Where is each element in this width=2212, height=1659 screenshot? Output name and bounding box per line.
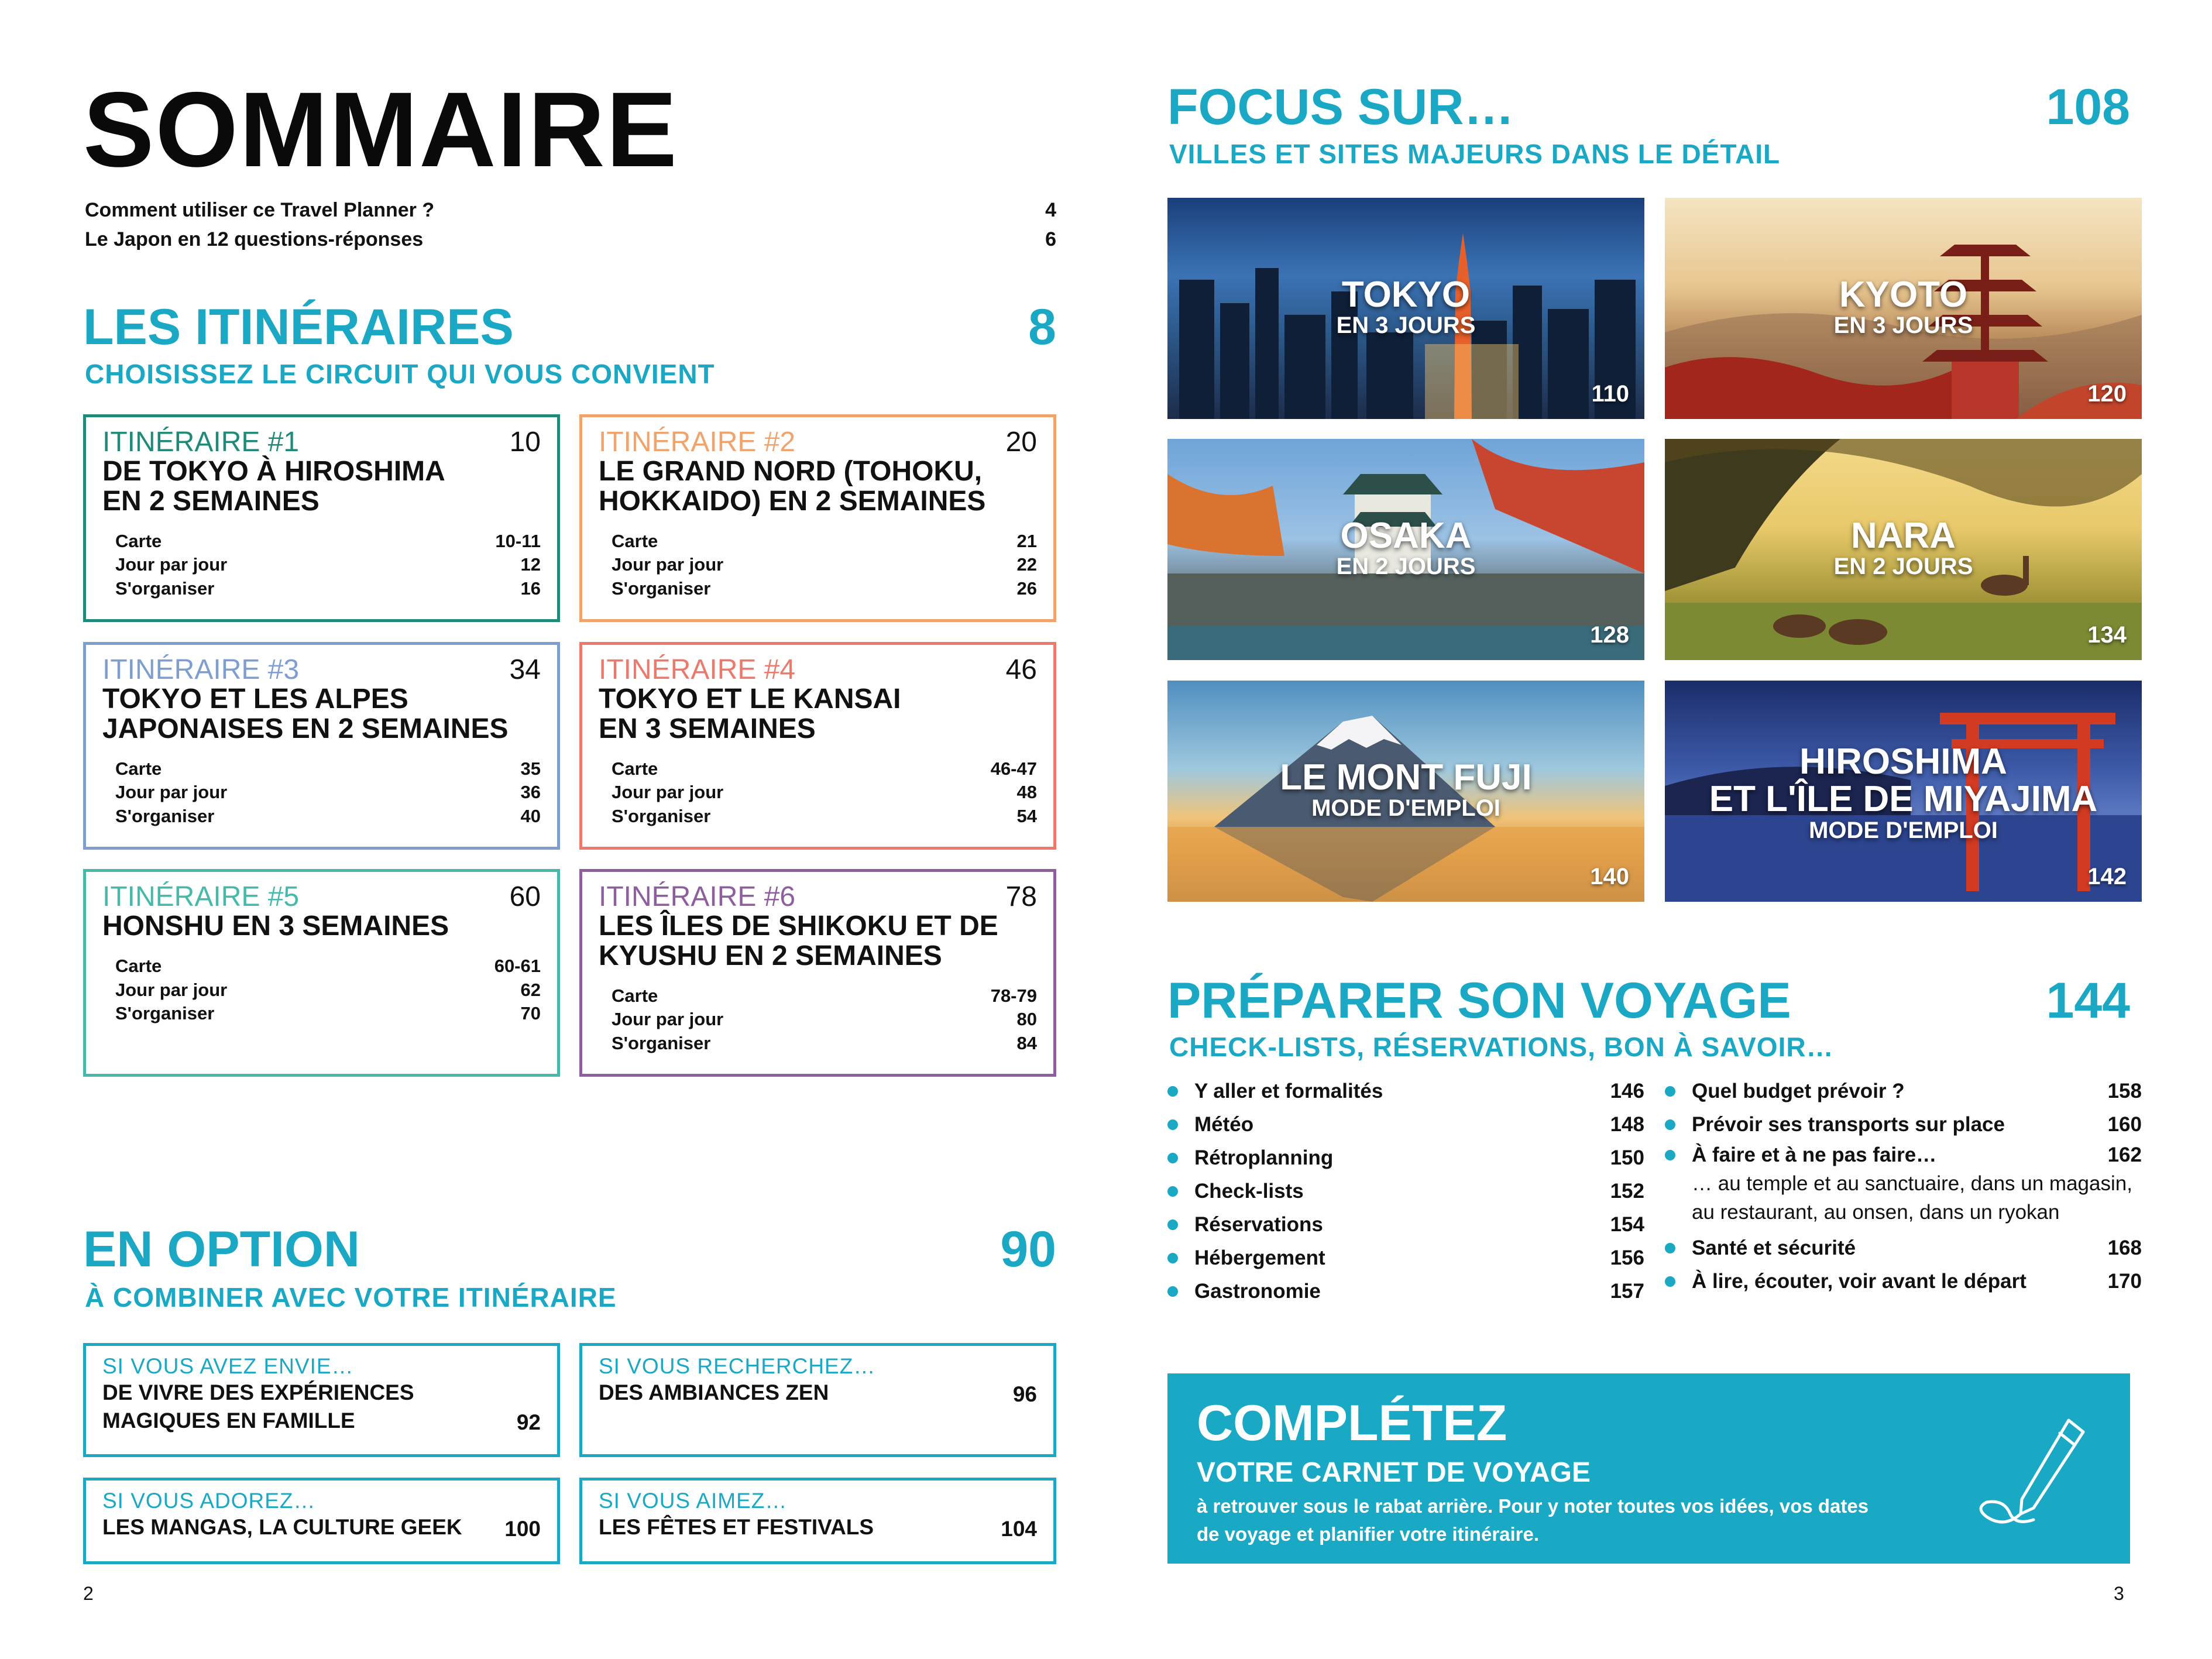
itinerary-row-label: S'organiser — [612, 578, 711, 599]
bullet-icon — [1665, 1150, 1675, 1160]
card-name: NARA — [1850, 516, 1956, 556]
itinerary-row-label: Carte — [115, 758, 162, 779]
itinerary-row-page: 48 — [1016, 782, 1037, 803]
itinerary-row-page: 36 — [520, 782, 541, 803]
intro-label: Comment utiliser ce Travel Planner ? — [85, 199, 435, 221]
prep-item-label: Météo — [1194, 1112, 1254, 1136]
card-hiroshima[interactable] — [1665, 681, 2142, 902]
itinerary-row-label: Jour par jour — [115, 782, 228, 803]
itinerary-row-label: Jour par jour — [115, 979, 228, 1000]
itineraires-subtitle: CHOISISSEZ LE CIRCUIT QUI VOUS CONVIENT — [85, 359, 715, 389]
itinerary-page: 60 — [509, 881, 541, 912]
option-kicker: SI VOUS AVEZ ENVIE… — [102, 1354, 354, 1378]
itinerary-label: ITINÉRAIRE #6 — [599, 881, 796, 912]
prep-item-label: Rétroplanning — [1194, 1146, 1334, 1169]
itinerary-title-line2: HOKKAIDO) EN 2 SEMAINES — [599, 486, 986, 517]
itinerary-page: 20 — [1005, 427, 1037, 458]
itinerary-label: ITINÉRAIRE #3 — [102, 654, 300, 685]
itinerary-row-label: S'organiser — [115, 1002, 215, 1023]
prep-item-page: 170 — [2107, 1269, 2142, 1293]
card-name: LE MONT FUJI — [1280, 757, 1532, 798]
prep-page: 144 — [2046, 973, 2130, 1029]
itinerary-title-line2: EN 3 SEMAINES — [599, 713, 816, 745]
card-subtitle: EN 3 JOURS — [1833, 312, 1973, 338]
option-line: LES FÊTES ET FESTIVALS — [599, 1515, 874, 1539]
option-zen[interactable] — [579, 1343, 1056, 1457]
option-kicker: SI VOUS AIMEZ… — [599, 1489, 788, 1513]
itinerary-title-line1: TOKYO ET LES ALPES — [102, 683, 408, 715]
card-page: 128 — [1590, 622, 1629, 648]
itinerary-rows — [102, 954, 541, 1025]
complete-text: de voyage et planifier votre itinéraire. — [1197, 1523, 1540, 1545]
card-subtitle: MODE D'EMPLOI — [1311, 795, 1500, 821]
prep-item-page: 158 — [2107, 1079, 2142, 1102]
itinerary-row-label: Jour par jour — [612, 782, 724, 803]
prep-item-label: À lire, écouter, voir avant le départ — [1692, 1269, 2026, 1293]
option-line: DE VIVRE DES EXPÉRIENCES — [102, 1380, 414, 1404]
card-fuji[interactable] — [1167, 681, 1644, 902]
itinerary-row[interactable] — [115, 781, 541, 804]
itinerary-page: 10 — [509, 427, 541, 458]
option-page: 90 — [1000, 1221, 1056, 1277]
itinerary-title-line1: LES ÎLES DE SHIKOKU ET DE — [599, 911, 998, 942]
itinerary-box-4[interactable] — [579, 642, 1056, 850]
complete-text: à retrouver sous le rabat arrière. Pour y noter toutes vos idées, vos dates — [1197, 1495, 1869, 1517]
itinerary-row[interactable] — [612, 757, 1037, 781]
prep-item[interactable] — [1665, 1265, 2142, 1298]
card-name: KYOTO — [1839, 274, 1968, 315]
prep-item-page: 150 — [1610, 1146, 1644, 1169]
itinerary-row[interactable] — [115, 577, 541, 600]
prep-item[interactable] — [1167, 1275, 1644, 1308]
prep-item-label: Quel budget prévoir ? — [1692, 1079, 1905, 1102]
bullet-icon — [1167, 1220, 1178, 1230]
itinerary-title-line1: HONSHU EN 3 SEMAINES — [102, 911, 449, 942]
itinerary-page: 34 — [509, 654, 541, 685]
card-subtitle: EN 2 JOURS — [1833, 554, 1973, 579]
itinerary-row-page: 22 — [1016, 554, 1037, 575]
prep-list-col2 — [1665, 1074, 2142, 1298]
itinerary-box-2[interactable] — [579, 414, 1056, 622]
itinerary-row[interactable] — [612, 1032, 1037, 1055]
itinerary-row-label: Jour par jour — [612, 1009, 724, 1030]
itinerary-row[interactable] — [115, 553, 541, 576]
complete-subtitle: VOTRE CARNET DE VOYAGE — [1197, 1457, 1591, 1488]
prep-item-label: Hébergement — [1194, 1246, 1325, 1269]
option-page-number: 92 — [516, 1410, 541, 1435]
card-subtitle: EN 3 JOURS — [1336, 312, 1476, 338]
itinerary-row[interactable] — [612, 805, 1037, 828]
itinerary-row-label: Carte — [612, 531, 658, 552]
itinerary-row-page: 16 — [520, 578, 541, 599]
intro-row-2[interactable] — [85, 228, 1056, 251]
itinerary-page: 78 — [1005, 881, 1037, 912]
prep-subtitle: CHECK-LISTS, RÉSERVATIONS, BON À SAVOIR… — [1169, 1032, 1834, 1062]
itinerary-row-page: 21 — [1016, 531, 1037, 552]
itinerary-row-page: 35 — [520, 758, 541, 779]
bullet-icon — [1665, 1276, 1675, 1287]
option-line: LES MANGAS, LA CULTURE GEEK — [102, 1515, 462, 1539]
prep-item-label: Réservations — [1194, 1213, 1323, 1236]
prep-list-col1 — [1167, 1074, 1644, 1308]
card-kyoto[interactable] — [1665, 198, 2142, 419]
prep-item-page: 160 — [2107, 1112, 2142, 1136]
option-line: DES AMBIANCES ZEN — [599, 1380, 829, 1404]
option-subtitle: À COMBINER AVEC VOTRE ITINÉRAIRE — [85, 1282, 617, 1313]
itinerary-rows — [599, 530, 1037, 600]
prep-item-label: Y aller et formalités — [1194, 1079, 1383, 1102]
prep-item-label: Check-lists — [1194, 1179, 1304, 1203]
card-name: OSAKA — [1340, 516, 1472, 556]
prep-item[interactable] — [1665, 1108, 2142, 1141]
itinerary-row-label: S'organiser — [115, 805, 215, 826]
prep-item-page: 157 — [1610, 1279, 1644, 1303]
itinerary-rows — [599, 984, 1037, 1055]
itinerary-row[interactable] — [115, 1002, 541, 1025]
folio-left: 2 — [83, 1583, 94, 1604]
focus-title: FOCUS SUR… — [1167, 79, 1514, 135]
card-page: 110 — [1591, 381, 1629, 407]
prep-item[interactable] — [1167, 1174, 1644, 1208]
itinerary-row-label: Carte — [115, 956, 162, 977]
itinerary-label: ITINÉRAIRE #2 — [599, 427, 796, 458]
prep-item-page: 168 — [2107, 1236, 2142, 1259]
prep-item[interactable] — [1167, 1074, 1644, 1108]
itinerary-row-page: 78-79 — [990, 985, 1037, 1007]
itinerary-rows — [599, 757, 1037, 828]
itinerary-title-line2: JAPONAISES EN 2 SEMAINES — [102, 713, 509, 745]
itinerary-label: ITINÉRAIRE #1 — [102, 427, 300, 458]
option-family[interactable] — [83, 1343, 560, 1457]
prep-item-label: Gastronomie — [1194, 1279, 1321, 1303]
prep-item[interactable] — [1167, 1208, 1644, 1241]
itinerary-row-label: Jour par jour — [115, 554, 228, 575]
pen-icon — [1952, 1391, 2104, 1543]
card-nara[interactable] — [1665, 439, 2142, 660]
card-page: 140 — [1590, 864, 1629, 889]
itinerary-row-page: 46-47 — [990, 758, 1037, 779]
option-page-number: 96 — [1012, 1382, 1037, 1407]
card-subtitle: MODE D'EMPLOI — [1809, 818, 1998, 843]
option-manga[interactable] — [83, 1478, 560, 1564]
itinerary-box-5[interactable] — [83, 869, 560, 1077]
itinerary-row-label: S'organiser — [612, 805, 711, 826]
option-line: MAGIQUES EN FAMILLE — [102, 1409, 355, 1433]
itinerary-row-page: 60-61 — [494, 956, 541, 977]
itinerary-row-page: 80 — [1016, 1009, 1037, 1030]
prep-item[interactable] — [1665, 1074, 2142, 1108]
prep-item-page: 156 — [1610, 1246, 1644, 1269]
card-subtitle: EN 2 JOURS — [1336, 554, 1476, 579]
card-page: 134 — [2087, 622, 2127, 648]
prep-note: … au temple et au sanctuaire, dans un magasin, — [1692, 1172, 2132, 1195]
prep-note: au restaurant, au onsen, dans un ryokan — [1692, 1201, 2060, 1224]
prep-item[interactable] — [1167, 1108, 1644, 1141]
itinerary-row-label: Carte — [612, 985, 658, 1007]
itinerary-title-line1: DE TOKYO À HIROSHIMA — [102, 456, 445, 487]
intro-label: Le Japon en 12 questions-réponses — [85, 228, 424, 250]
bullet-icon — [1665, 1119, 1675, 1130]
itinerary-row[interactable] — [612, 781, 1037, 804]
itinerary-row[interactable] — [115, 530, 541, 553]
bullet-icon — [1167, 1286, 1178, 1297]
itinerary-box-6[interactable] — [579, 869, 1056, 1077]
itinerary-row-page: 54 — [1016, 805, 1037, 826]
option-festivals[interactable] — [579, 1478, 1056, 1564]
prep-item[interactable] — [1167, 1141, 1644, 1174]
option-kicker: SI VOUS RECHERCHEZ… — [599, 1354, 876, 1378]
bullet-icon — [1167, 1086, 1178, 1097]
itinerary-row-label: Jour par jour — [612, 554, 724, 575]
itinerary-label: ITINÉRAIRE #4 — [599, 654, 796, 685]
itinerary-page: 46 — [1005, 654, 1037, 685]
itinerary-row-page: 12 — [520, 554, 541, 575]
itinerary-row[interactable] — [612, 984, 1037, 1008]
itinerary-row[interactable] — [115, 954, 541, 978]
itinerary-title-line2: KYUSHU EN 2 SEMAINES — [599, 940, 942, 972]
itinerary-row[interactable] — [115, 978, 541, 1002]
prep-item-page: 162 — [2107, 1143, 2142, 1166]
option-page-number: 104 — [1001, 1517, 1037, 1541]
itinerary-box-3[interactable] — [83, 642, 560, 850]
option-page-number: 100 — [504, 1517, 541, 1541]
prep-item-label: Santé et sécurité — [1692, 1236, 1856, 1259]
itinerary-row[interactable] — [115, 805, 541, 828]
card-tokyo[interactable] — [1167, 198, 1644, 419]
bullet-icon — [1167, 1119, 1178, 1130]
focus-page: 108 — [2046, 79, 2130, 135]
itinerary-box-1[interactable] — [83, 414, 560, 622]
bullet-icon — [1167, 1153, 1178, 1163]
itinerary-row[interactable] — [115, 757, 541, 781]
itinerary-title-line2: EN 2 SEMAINES — [102, 486, 320, 517]
intro-page: 6 — [1045, 228, 1056, 250]
itinerary-row[interactable] — [612, 553, 1037, 576]
card-page: 120 — [2087, 381, 2127, 407]
itinerary-rows — [102, 530, 541, 600]
itinerary-rows — [102, 757, 541, 828]
card-name-line2: ET L'ÎLE DE MIYAJIMA — [1709, 779, 2098, 819]
bullet-icon — [1665, 1086, 1675, 1097]
itinerary-row-page: 70 — [520, 1002, 541, 1023]
bullet-icon — [1167, 1186, 1178, 1197]
bullet-icon — [1665, 1243, 1675, 1253]
itinerary-row[interactable] — [612, 530, 1037, 553]
prep-item-label: À faire et à ne pas faire… — [1692, 1143, 1937, 1166]
itinerary-label: ITINÉRAIRE #5 — [102, 881, 300, 912]
prep-item-page: 148 — [1610, 1112, 1644, 1136]
prep-title: PRÉPARER SON VOYAGE — [1167, 973, 1791, 1029]
prep-item-page: 146 — [1610, 1079, 1644, 1102]
complete-title: COMPLÉTEZ — [1197, 1395, 1507, 1451]
itinerary-row-label: Carte — [115, 531, 162, 552]
card-page: 142 — [2087, 864, 2127, 889]
itineraires-page: 8 — [1028, 299, 1056, 355]
itinerary-row-label: S'organiser — [612, 1032, 711, 1053]
option-title: EN OPTION — [83, 1221, 360, 1277]
card-osaka[interactable] — [1167, 439, 1644, 660]
prep-item-page: 154 — [1610, 1213, 1644, 1236]
card-name: TOKYO — [1341, 274, 1471, 315]
prep-item[interactable] — [1665, 1231, 2142, 1265]
itinerary-row-page: 10-11 — [495, 531, 541, 552]
itinerary-row[interactable] — [612, 577, 1037, 600]
focus-subtitle: VILLES ET SITES MAJEURS DANS LE DÉTAIL — [1169, 139, 1781, 169]
bullet-icon — [1167, 1253, 1178, 1263]
card-name: HIROSHIMA — [1799, 741, 2007, 782]
complete-banner[interactable] — [1167, 1373, 2130, 1564]
prep-item[interactable] — [1665, 1141, 2142, 1169]
itinerary-row[interactable] — [612, 1008, 1037, 1031]
option-kicker: SI VOUS ADOREZ… — [102, 1489, 316, 1513]
itinerary-row-page: 84 — [1016, 1032, 1037, 1053]
intro-row-1[interactable] — [85, 199, 1056, 222]
page-title: SOMMAIRE — [83, 70, 678, 189]
itinerary-row-page: 62 — [520, 979, 541, 1000]
prep-item[interactable] — [1167, 1241, 1644, 1275]
itinerary-title-line1: TOKYO ET LE KANSAI — [599, 683, 901, 715]
itinerary-title-line1: LE GRAND NORD (TOHOKU, — [599, 456, 983, 487]
itinerary-row-label: S'organiser — [115, 578, 215, 599]
prep-item-label: Prévoir ses transports sur place — [1692, 1112, 2005, 1136]
intro-page: 4 — [1045, 199, 1056, 221]
prep-item-page: 152 — [1610, 1179, 1644, 1203]
itinerary-row-page: 40 — [520, 805, 541, 826]
itinerary-row-label: Carte — [612, 758, 658, 779]
folio-right: 3 — [2114, 1583, 2124, 1604]
itinerary-row-page: 26 — [1016, 578, 1037, 599]
itineraires-title: LES ITINÉRAIRES — [83, 299, 514, 355]
